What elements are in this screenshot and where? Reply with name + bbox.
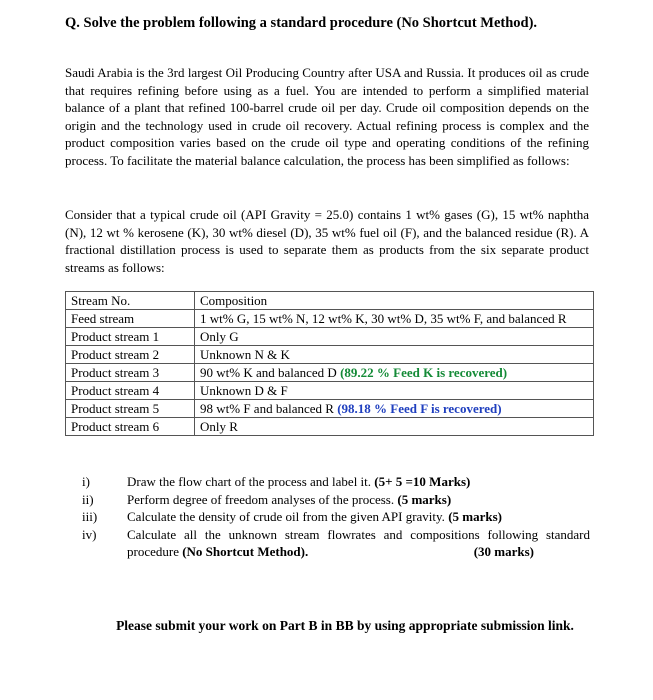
header-stream-no: Stream No. [66, 292, 195, 310]
question-list [70, 473, 590, 561]
stream-table [65, 291, 594, 436]
question-marks: (5 marks) [397, 491, 452, 507]
list-item [70, 473, 590, 491]
stream-name: Product stream 4 [66, 382, 195, 400]
question-number: i) [82, 474, 90, 489]
table-row [66, 328, 594, 346]
stream-composition: Unknown D & F [195, 382, 594, 400]
stream-name: Feed stream [66, 310, 195, 328]
stream-name: Product stream 3 [66, 364, 195, 382]
question-marks: (5+ 5 =10 Marks) [374, 474, 471, 489]
table-row [66, 346, 594, 364]
recovery-note: (98.18 % Feed F is recovered) [337, 401, 502, 416]
table-row [66, 418, 594, 436]
table-row [66, 310, 594, 328]
question-text [127, 508, 590, 526]
question-marks: (5 marks) [448, 509, 502, 524]
question-number: ii) [82, 491, 94, 507]
question-text [127, 526, 590, 561]
stream-name: Product stream 2 [66, 346, 195, 364]
table-row [66, 400, 594, 418]
stream-composition: Only G [195, 328, 594, 346]
intro-paragraph: Saudi Arabia is the 3rd largest Oil Producing Country after USA and Russia. It produces oil as crude that requires refining before using as a fuel. You are intended to perform a simplified material balance of a plant that refined 100-barrel crude oil per day. Crude oil composition depends on the origin and the technology used in crude oil recovery. Actual refining process is complex and the product composition varies based on the crude oil type and operating conditions of the refining process. To facilitate the material balance calculation, the process has been simplified as follows: [65, 65, 589, 168]
question-number: iii) [82, 509, 98, 524]
list-item [70, 526, 590, 561]
table-header-row [66, 292, 594, 310]
question-number: iv) [82, 526, 97, 542]
question-method-note: (No Shortcut Method). [182, 544, 309, 559]
stream-name: Product stream 1 [66, 328, 195, 346]
recovery-note: (89.22 % Feed K is recovered) [340, 365, 508, 380]
stream-composition [195, 400, 594, 418]
question-heading: Q. Solve the problem following a standard procedure (No Shortcut Method). [65, 15, 538, 31]
stream-composition: Unknown N & K [195, 346, 594, 364]
question-body: Perform degree of freedom analyses of the process. [127, 491, 395, 507]
stream-composition: Only R [195, 418, 594, 436]
stream-composition [195, 364, 594, 382]
crude-composition-paragraph: Consider that a typical crude oil (API Gravity = 25.0) contains 1 wt% gases (G), 15 wt% naphtha (N), 12 wt % kerosene (K), 30 wt% diesel (D), 35 wt% fuel oil (F), and the balanced residue (R). A fractional distillation process is used to separate them as products from the six separate product streams as follows: [65, 207, 589, 275]
question-text [127, 473, 590, 491]
list-item [70, 491, 590, 509]
composition-text: 98 wt% F and balanced R [200, 401, 334, 416]
stream-name: Product stream 5 [66, 400, 195, 418]
table-row [66, 382, 594, 400]
question-body: Draw the flow chart of the process and label it. [127, 474, 372, 489]
question-body: Calculate the density of crude oil from the given API gravity. [127, 509, 445, 524]
table-row [66, 364, 594, 382]
header-composition: Composition [195, 292, 594, 310]
composition-text: 90 wt% K and balanced D [200, 365, 337, 380]
question-text [127, 491, 590, 509]
submission-note: Please submit your work on Part B in BB by using appropriate submission link. [116, 618, 574, 633]
question-body: Calculate all the unknown stream flowrates and compositions following standard procedure [127, 526, 590, 559]
stream-name: Product stream 6 [66, 418, 195, 436]
stream-composition: 1 wt% G, 15 wt% N, 12 wt% K, 30 wt% D, 35 wt% F, and balanced R [195, 310, 594, 328]
list-item [70, 508, 590, 526]
question-marks: (30 marks) [473, 544, 534, 559]
